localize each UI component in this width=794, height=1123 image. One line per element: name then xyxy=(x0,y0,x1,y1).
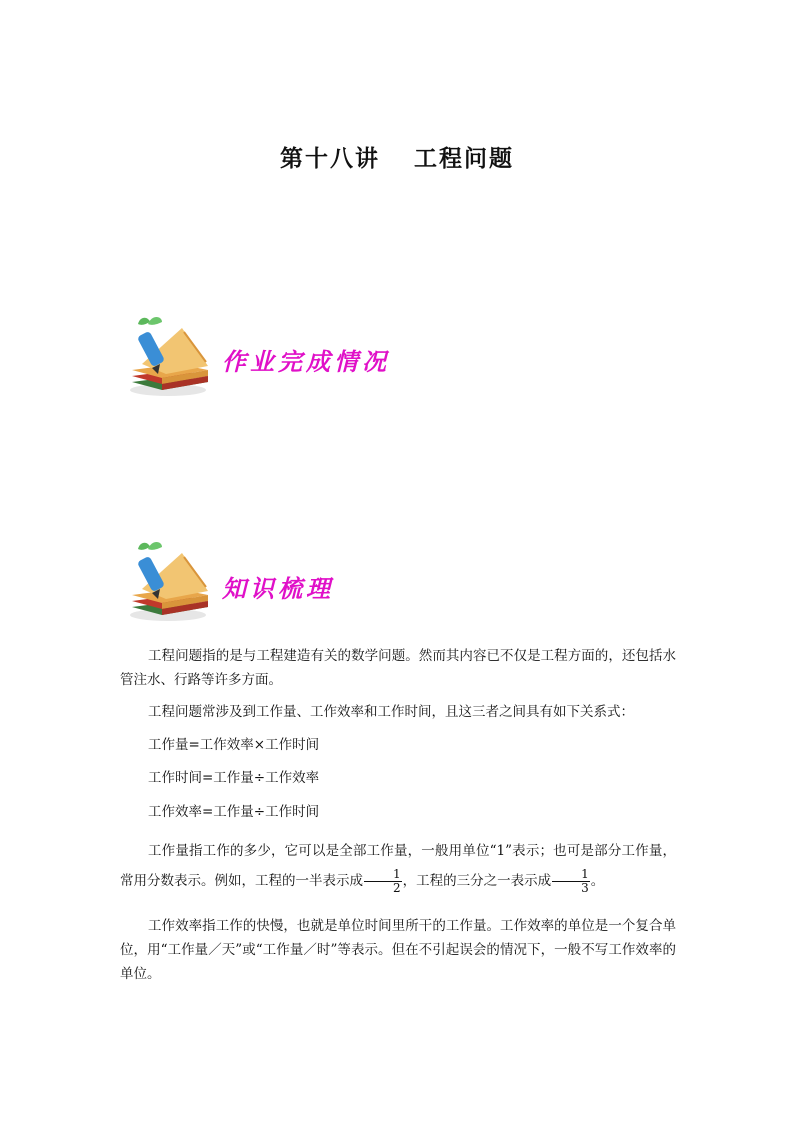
section-heading: 知识梳理 xyxy=(222,575,334,603)
paragraph-relations: 工程问题常涉及到工作量、工作效率和工作时间，且这三者之间具有如下关系式： xyxy=(148,704,634,720)
formula-workload: 工作量=工作效率×工作时间 xyxy=(148,737,320,753)
lecture-topic: 工程问题 xyxy=(414,146,514,172)
paragraph-definition: 工程问题指的是与工程建造有关的数学问题。然而其内容已不仅是工程方面的，还包括水管注水、行路等许多方面。 xyxy=(120,648,676,688)
books-pencil-icon xyxy=(122,310,214,400)
section-heading: 作业完成情况 xyxy=(222,348,390,376)
fraction-half: $\frac{1}{2}$ xyxy=(364,868,402,895)
page-title xyxy=(0,140,794,173)
paragraph-efficiency: 工作效率指工作的快慢，也就是单位时间里所干的工作量。工作效率的单位是一个复合单位，用“工作量／天”或“工作量／时”等表示。但在不引起误会的情况下，一般不写工作效率的单位。 xyxy=(120,918,676,982)
section-knowledge xyxy=(122,535,442,625)
workload-text-c: 。 xyxy=(590,873,605,889)
formula-time: 工作时间=工作量÷工作效率 xyxy=(148,770,320,786)
fraction-third: $\frac{1}{3}$ xyxy=(552,868,590,895)
section-homework xyxy=(122,310,442,400)
formula-efficiency: 工作效率=工作量÷工作时间 xyxy=(148,804,320,820)
books-pencil-icon xyxy=(122,535,214,625)
paragraph-workload xyxy=(120,836,676,896)
workload-text-a: 工作量指工作的多少，它可以是全部工作量，一般用单位“1”表示；也可是部分工作量，常用分数表示。例如，工程的一半表示成 xyxy=(120,843,676,889)
lecture-number: 第十八讲 xyxy=(280,146,380,172)
workload-text-b: ，工程的三分之一表示成 xyxy=(402,873,552,889)
